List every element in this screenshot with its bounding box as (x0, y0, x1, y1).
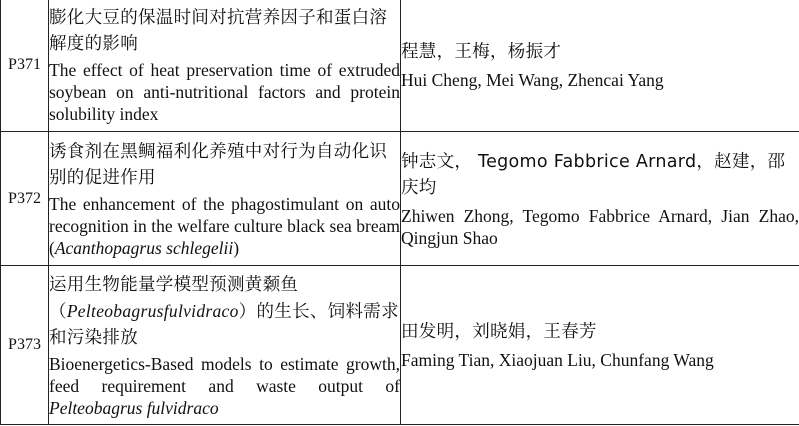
title-en-text: The enhancement of the phagostimulant on auto recognition in the welfare culture black sea bream ( (49, 193, 400, 258)
authors-en: Zhiwen Zhong, Tegomo Fabbrice Arnard, Jian Zhao, Qingjun Shao (401, 205, 799, 248)
paper-title-cell (49, 0, 401, 132)
authors-zh: 田发明，刘晓娟，王春芳 (401, 322, 597, 342)
title-en-text: Bioenergetics-Based models to estimate growth, feed requirement and waste output of (49, 353, 400, 396)
title-zh-text: ）的生长、饲料需求和污染排放 (49, 301, 399, 348)
species-name: Pelteobagrusfulvidraco (66, 300, 239, 321)
paper-title-zh: 膨化大豆的保温时间对抗营养因子和蛋白溶解度的影响 (49, 8, 388, 54)
title-en-text: ) (233, 237, 240, 258)
paper-title-en (49, 193, 400, 259)
table-row (1, 266, 799, 425)
table-row (1, 0, 799, 132)
authors-zh: 程慧，王梅，杨振才 (401, 42, 562, 62)
authors-cell (401, 132, 799, 266)
authors-cell (401, 0, 799, 132)
paper-title-en (49, 353, 400, 419)
authors-cell (401, 266, 799, 425)
paper-title-cell (49, 266, 401, 425)
paper-title-cell (49, 132, 401, 266)
paper-id: P372 (1, 132, 49, 266)
species-name: Pelteobagrus fulvidraco (49, 397, 219, 418)
paper-title-zh: 诱食剂在黑鲷福利化养殖中对行为自动化识别的促进作用 (49, 141, 388, 188)
species-name: Acanthopagrus schlegelii (54, 237, 234, 258)
authors-en: Hui Cheng, Mei Wang, Zhencai Yang (401, 70, 664, 90)
paper-id: P373 (1, 266, 49, 425)
title-zh-text: 运用生物能量学模型预测黄颡鱼（ (49, 274, 299, 322)
authors-zh: 钟志文， Tegomo Fabbrice Arnard，赵建，邵庆均 (401, 151, 786, 198)
paper-title-en: The effect of heat preservation time of extruded soybean on anti-nutritional factors and protein solubility index (49, 60, 400, 124)
paper-id: P371 (1, 0, 49, 132)
authors-en: Faming Tian, Xiaojuan Liu, Chunfang Wang (401, 350, 714, 370)
table-row (1, 132, 799, 266)
paper-title-zh (49, 272, 400, 351)
